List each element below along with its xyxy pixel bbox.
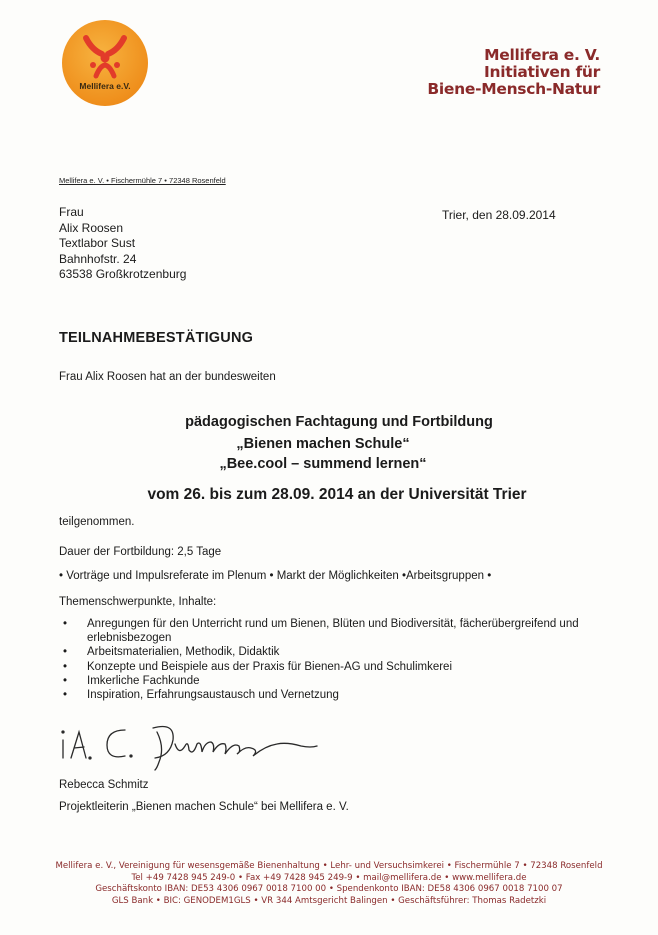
intro-text: Frau Alix Roosen hat an der bundesweiten	[59, 371, 276, 383]
org-tagline-1: Initiativen für	[484, 63, 600, 81]
recipient-line: Frau	[59, 205, 84, 219]
participated-text: teilgenommen.	[59, 516, 135, 528]
return-address: Mellifera e. V. • Fischermühle 7 • 72348 Rosenfeld	[59, 176, 226, 185]
formats-text: • Vorträge und Impulsreferate im Plenum • Markt der Möglichkeiten •Arbeitsgruppen •	[59, 570, 492, 582]
org-name: Mellifera e. V.	[484, 46, 600, 64]
recipient-line: Textlabor Sust	[59, 236, 136, 251]
letter-footer	[0, 861, 658, 907]
list-item	[59, 660, 579, 674]
topics-heading: Themenschwerpunkte, Inhalte:	[59, 596, 217, 608]
org-tagline-2: Biene-Mensch-Natur	[427, 80, 600, 98]
topics-list	[59, 617, 579, 702]
topic-text: Arbeitsmaterialien, Methodik, Didaktik	[87, 646, 280, 659]
bee-figure-icon	[62, 20, 148, 106]
recipient-line: Bahnhofstr. 24	[59, 251, 137, 266]
bullet-icon: •	[63, 660, 68, 673]
recipient-address	[59, 205, 186, 283]
event-title-2: „Bienen machen Schule“	[236, 436, 410, 452]
signer-name: Rebecca Schmitz	[59, 779, 149, 791]
bullet-icon: •	[63, 618, 68, 630]
list-item	[59, 617, 579, 645]
signer-role: Projektleiterin „Bienen machen Schule“ bei Mellifera e. V.	[59, 801, 349, 813]
topic-text: Konzepte und Beispiele aus der Praxis für Bienen-AG und Schulimkerei	[87, 660, 453, 673]
letter-subject: TEILNAHMEBESTÄTIGUNG	[59, 330, 254, 346]
list-item	[59, 674, 579, 688]
bullet-icon: •	[63, 674, 68, 687]
list-item	[59, 645, 579, 659]
topic-text: Imkerliche Fachkunde	[87, 674, 200, 687]
duration-text: Dauer der Fortbildung: 2,5 Tage	[59, 546, 222, 558]
handwritten-signature	[55, 712, 345, 772]
bullet-icon: •	[63, 689, 68, 702]
list-item	[59, 688, 579, 702]
recipient-line: 63538 Großkrotzenburg	[59, 267, 187, 282]
footer-line: Geschäftskonto IBAN: DE53 4306 0967 0018 7100 00 • Spendenkonto IBAN: DE58 4306 0967 0018 7100 07	[95, 884, 563, 895]
topic-text: Anregungen für den Unterricht rund um Bienen, Blüten und Biodiversität, fächerübergreifend und erlebnisbezogen	[87, 618, 579, 645]
footer-line: Tel +49 7428 945 249-0 • Fax +49 7428 945 249-9 • mail@mellifera.de • www.mellifera.de	[131, 872, 527, 883]
event-title-1: pädagogischen Fachtagung und Fortbildung	[185, 414, 493, 430]
event-title-3: „Bee.cool – summend lernen“	[219, 456, 427, 472]
org-header	[427, 47, 600, 98]
event-dates: vom 26. bis zum 28.09. 2014 an der Universität Trier	[147, 486, 527, 503]
bullet-icon: •	[63, 646, 68, 659]
mellifera-logo	[62, 20, 148, 106]
recipient-line: Alix Roosen	[59, 220, 124, 235]
topic-text: Inspiration, Erfahrungsaustausch und Vernetzung	[87, 689, 339, 702]
footer-line: GLS Bank • BIC: GENODEM1GLS • VR 344 Amtsgericht Balingen • Geschäftsführer: Thomas Radetzki	[111, 895, 547, 906]
footer-line: Mellifera e. V., Vereinigung für wesensgemäße Bienenhaltung • Lehr- und Versuchsimkerei • Fischermühle 7 • 72348 Rosenfeld	[55, 861, 603, 871]
letter-date: Trier, den 28.09.2014	[442, 208, 556, 222]
logo-text: Mellifera e.V.	[79, 81, 131, 91]
